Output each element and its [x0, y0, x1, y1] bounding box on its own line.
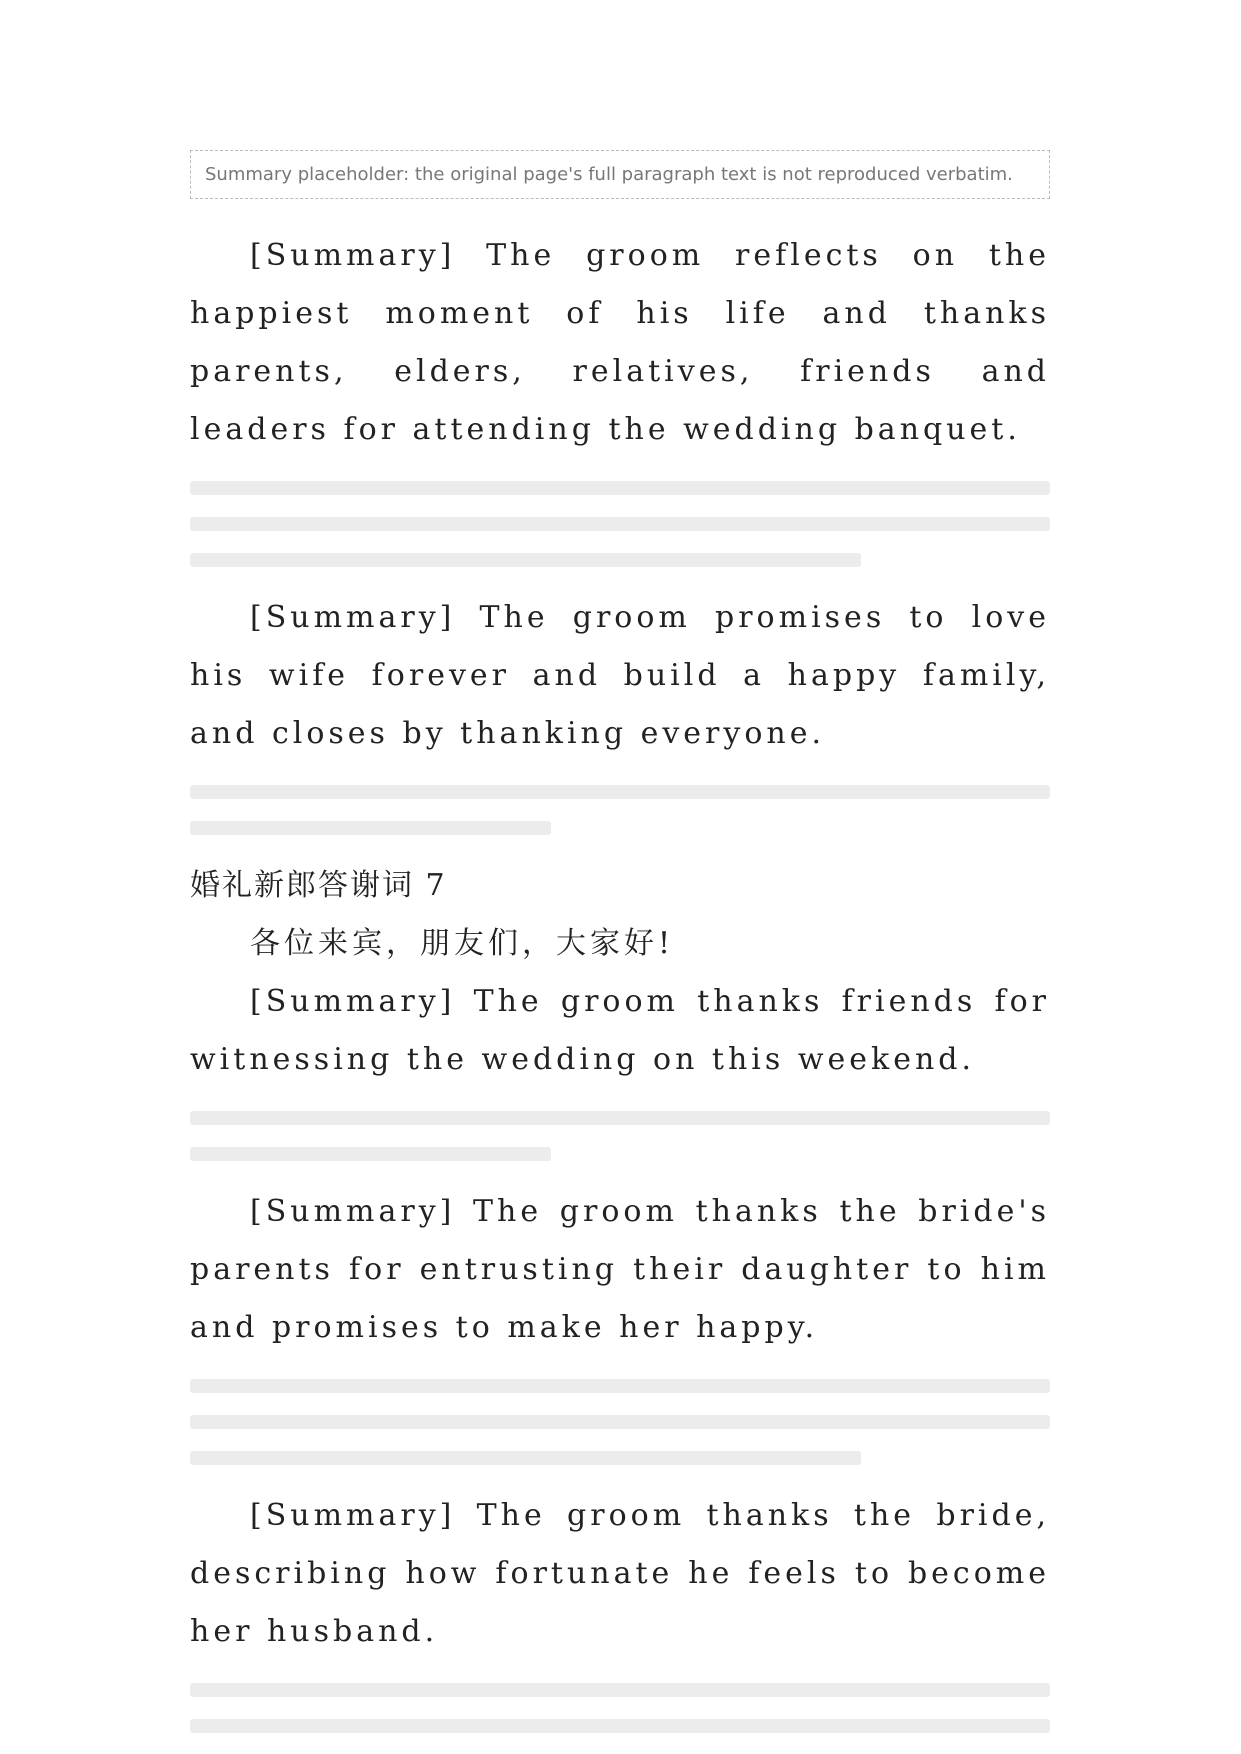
document-page: [190, 150, 1050, 1649]
text-placeholder: [190, 1683, 1050, 1733]
paragraph-opening: [Summary] The groom reflects on the happiest moment of his life and thanks parents, elders, relatives, friends and leaders for attending the wedding banquet.: [190, 238, 1050, 447]
paragraph-thanks-friends: [Summary] The groom thanks friends for witnessing the wedding on this weekend.: [190, 984, 1050, 1077]
summary-notice: Summary placeholder: the original page's full paragraph text is not reproduced verbatim.: [190, 150, 1050, 199]
greeting-line: 各位来宾，朋友们，大家好!: [250, 926, 675, 961]
paragraph-promise: [Summary] The groom promises to love his wife forever and build a happy family, and closes by thanking everyone.: [190, 600, 1050, 751]
text-placeholder: [190, 785, 1050, 835]
paragraph-thanks-bride: [Summary] The groom thanks the bride, describing how fortunate he feels to become her husband.: [190, 1498, 1050, 1649]
section-heading: 婚礼新郎答谢词 7: [190, 868, 447, 903]
paragraph-thanks-parents: [Summary] The groom thanks the bride's parents for entrusting their daughter to him and promises to make her happy.: [190, 1194, 1050, 1345]
text-placeholder: [190, 1111, 1050, 1161]
text-placeholder: [190, 481, 1050, 567]
text-placeholder: [190, 1379, 1050, 1465]
